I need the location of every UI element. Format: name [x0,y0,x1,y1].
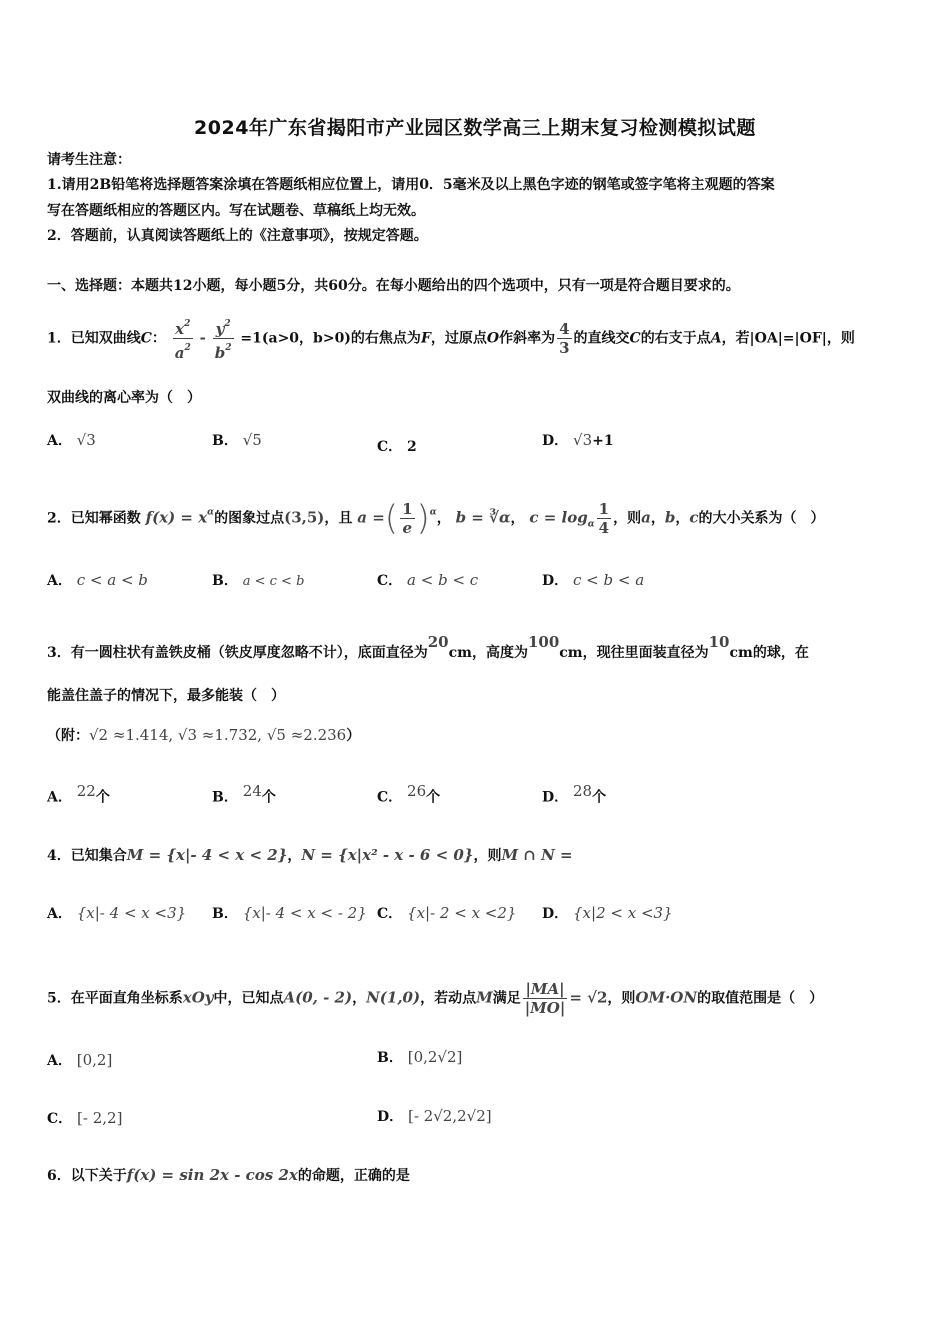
q2-option-a: A． c < a < b [47,571,148,589]
notice-item-1-cont: 写在答题纸相应的答题区内。写在试题卷、草稿纸上均无效。 [47,203,425,219]
q1-option-c: C． 2 [377,439,417,455]
q3-option-b: B． $^{24}$个 [212,782,276,806]
q5-option-c: C． [- 2,2] [47,1109,123,1127]
q1-option-a: A． √3 [47,431,96,449]
q4-option-b: B． {x|- 4 < x < - 2} [212,904,367,922]
question-1: 1．已知双曲线C： $\frac{x^2}{a^2}$ - $\frac{y^2}{b^2}$ =1(a>0，b>0)的右焦点为F，过原点O作斜率为 $\frac{4}{3}$ 的直线交C的右支于点A，若|OA|=|OF|，则 [47,315,855,362]
question-3: 3．有一圆柱状有盖铁皮桶（铁皮厚度忽略不计），底面直径为$^{20}$cm，高度为$^{100}$cm，现往里面装直径为$^{10}$cm的球，在 [47,633,809,661]
section-heading: 一、选择题：本题共12小题，每小题5分，共60分。在每小题给出的四个选项中，只有一项是符合题目要求的。 [47,278,740,294]
q4-option-d: D． {x|2 < x <3} [542,904,673,922]
question-2: 2．已知幂函数 $f(x) = x^\alpha$的图象过点(3,5)，且 a =( $\frac{1}{e}$ )$^\alpha$， b = ∛α， $c = \log_\alpha$ $\frac{1}{4}$ ，则a，b，c的大小关系为（ ） [47,498,825,539]
q1-option-d: D． √3+1 [542,431,614,449]
q3-option-a: A． $^{22}$个 [47,782,110,806]
q2-fraction-quarter: $\frac{1}{4}$ [598,500,610,537]
q2-option-c: C． a < b < c [377,571,479,589]
q4-option-c: C． {x|- 2 < x <2} [377,904,517,922]
q1-slope: $\frac{4}{3}$ [559,320,570,357]
notice-item-1: 1.请用2B铅笔将选择题答案涂填在答题纸相应位置上，请用0．5毫米及以上黑色字迹的钢笔或签字笔将主观题的答案 [47,177,775,193]
q3-option-d: D． $^{28}$个 [542,782,607,806]
q5-fraction: $\frac{|MA|}{|MO|}$ [524,980,566,1017]
q1-fraction-y: $\frac{y^2}{b^2}$ [213,315,234,362]
q1-option-b: B． √5 [212,431,262,449]
q4-option-a: A． {x|- 4 < x <3} [47,904,187,922]
page-title: 2024年广东省揭阳市产业园区数学高三上期末复习检测模拟试题 [194,117,756,139]
question-4: 4．已知集合M = {x|- 4 < x < 2}，N = {x|x² - x - 6 < 0}，则M ∩ N = [47,846,573,864]
question-1-line2: 双曲线的离心率为（ ） [47,390,201,406]
q2-option-b: B． a < c < b [212,573,305,589]
question-3-note: （附：√2 ≈1.414, √3 ≈1.732, √5 ≈2.236） [47,726,361,744]
q2-fraction-1e: $\frac{1}{e}$ [402,500,413,537]
notice-item-2: 2．答题前，认真阅读答题纸上的《注意事项》，按规定答题。 [47,228,428,244]
question-5: 5．在平面直角坐标系xOy中，已知点A(0, - 2)，N(1,0)，若动点M满足 $\frac{|MA|}{|MO|}$ = √2，则OM·ON的取值范围是（ ） [47,980,824,1017]
notice-heading: 请考生注意： [47,152,131,168]
q1-fraction-x: $\frac{x^2}{a^2}$ [173,315,193,362]
question-3-line2: 能盖住盖子的情况下，最多能装（ ） [47,688,285,704]
q5-option-d: D． [- 2√2,2√2] [377,1107,492,1125]
q5-option-a: A． [0,2] [47,1051,113,1069]
q5-option-b: B． [0,2√2] [377,1048,463,1066]
question-6: 6．以下关于f(x) = sin 2x - cos 2x的命题，正确的是 [47,1166,410,1184]
q2-option-d: D． c < b < a [542,571,645,589]
q3-option-c: C． $^{26}$个 [377,782,441,806]
